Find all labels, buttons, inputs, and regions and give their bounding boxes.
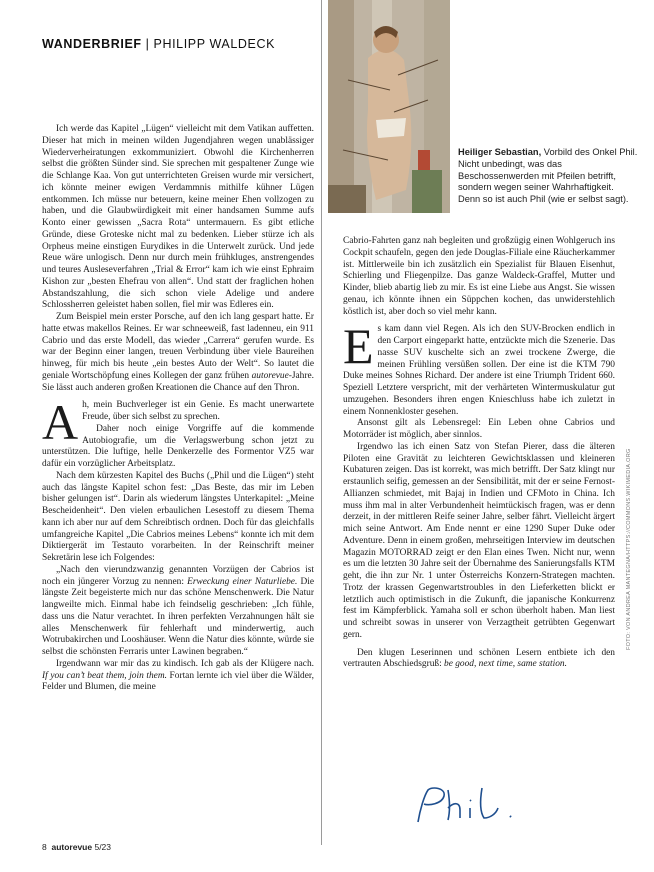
paragraph: Ansonst gilt als Lebensregel: Ein Leben ohne Cabrios und Motorräder ist möglich, aber sinnlos. (343, 418, 615, 440)
left-column (42, 124, 314, 694)
paragraph: Den klugen Leserinnen und schönen Lesern entbiete ich den vertrauten Abschiedsgruß: be good, next time, same station. (343, 647, 615, 670)
drop-cap: A (42, 394, 79, 451)
paragraph: Cabrio-Fahrten ganz nah begleiten und großzügig einen Wohlgeruch ins Cockpit schaufeln, gegen den jede Douglas-Filiale eine Räucherkammer ist. Mittlerweile bin ich zusätzlich ein Spezialist für Blauen Eisenhut, Schierling und Fliegenpilze. Das ganze Waldeck-Graffel, Mutter und Kinder, blieb abartig lieb zu mir. Es ist eine Liebe aus Angst. Sie wissen genau, ich könnte ihnen ein Süppchen kochen, das unwiderstehlich köstlich ist, aber doch so viel mehr kann. (343, 236, 615, 317)
drop-cap: E (343, 318, 374, 375)
paragraph: Irgendwann war mir das zu kindisch. Ich gab als der Klügere nach. If you can’t beat them, join them. Fortan lernte ich viel über die Wälder, Felder und Blumen, die meine (42, 658, 314, 693)
paragraph: Ich werde das Kapitel „Lügen“ vielleicht mit dem Vatikan auffetten. Dieser hat mich in meinen wilden Jugendjahren wegen unablässiger Wiederverheiratungen exkommuniziert. Obwohl die Kirchenherren selbst die größten Sünder sind. Sie sprechen mit gespaltener Zunge wie die Schlange Kaa. Von gut unterrichteten Greisen wurde mir versichert, ich könnte meiner ewigen Verdammnis mithilfe kühner Lügen entkommen. Ich müsse nur beteuern, keine meiner Ehen vollzogen zu haben, und die Glaubwürdigkeit mit einer handsamen Summe aufs Konto einer gewissen „Sacra Rota“ untermauern. Es gibt etliche Gründe, diese Groteske nicht mal zu bedenken. Lieber stürze ich als Orpheus meine einstigen Eurydikes in die Unterwelt zurück. Und jede Reue wäre unlogisch. Denn nur durch mein frühkluges, anstrengendes und teures Ausleseverfahren „Trial & Error“ kam ich wie einst Ephraim Kishon zur „besten Ehefrau von allen“. Und statt der fraglichen hohen Abstandszahlung, die sich schon viele Adelige und andere Schlossherren geleistet haben sollen, fiel mir was Edleres ein. (42, 124, 314, 311)
handwritten-signature (410, 784, 550, 833)
author-name: PHILIPP WALDECK (153, 37, 276, 51)
paragraph: „Nach den vierundzwanzig genannten Vorzügen der Cabrios ist noch ein jüngerer Vorzug zu nennen: Erweckung einer Naturliebe. Die längste Zeit begeisterte mich nur das schöne Menschenwerk. Die Natur langweilte mich. Einmal habe ich feindselig geschrieben: „Ich fühle, dass uns die Natur verachtet. In ihren perfekten Verzahnungen hält sie alles Menschenwerk für fehlerhaft und minderwertig, auch Wotrubakirchen und Looshäuser. Wenn die Natur dies könnte, würde sie selbst die schönsten Ferraris unter Lawinen begraben.“ (42, 564, 315, 657)
image-caption (458, 147, 638, 206)
paragraph: Nach dem kürzesten Kapitel des Buchs („Phil und die Lügen“) steht auch das längste Kapitel schon fest: „Das Beste, das mir im Leben bisher gelungen ist“. Darin als wiederum längstes Unterkapitel: „Meine Bescheidenheit“. Den vielen erbaulichen Lesestoff zu diesem Thema kann ich aber nur auf dem Schreibtisch ordnen. Doch für das gleichfalls umfangreiche Kapitel „Die Cabrios meines Lebens“ konnte ich mit dem Diktiergerät im Testauto vorarbeiten. In der Reinschrift meiner Sekretärin lese ich Folgendes: (42, 470, 314, 563)
page-footer (42, 842, 111, 852)
photo-credit: FOTO: VON ANDREA MANTEGNA/HTTPS://COMMONS.WIKIMEDIA.ORG (626, 448, 632, 650)
caption-title: Heiliger Sebastian, (458, 147, 542, 157)
issue-number: 5/23 (94, 842, 112, 852)
caption-text: Vorbild des Onkel Phil. Nicht unbedingt, was das Beschossenwerden mit Pfeilen betrifft, sondern wegen seiner Wahrhaftigkeit. Denn so ist auch Phil (wie er selbst sagt). (458, 147, 638, 205)
page-header: WANDERBRIEF | PHILIPP WALDECK (42, 37, 276, 51)
saint-sebastian-painting (328, 0, 450, 213)
right-column (343, 236, 615, 671)
page-number: 8 (42, 842, 47, 852)
paragraph: Daher noch einige Vorgriffe auf die kommende Autobiografie, um die Verlagswerbung schon jetzt zu unterstützen. Die luftige, helle Denkerzelle des Formentor VZ5 war dafür ein vorzüglicher Arbeitsplatz. (42, 423, 314, 469)
paragraph: Zum Beispiel mein erster Porsche, auf den ich lang gespart hatte. Er hatte etwas makellos Reines. Er war schneeweiß, fast ladenneu, ein 911 Cabrio und das erste Modell, das wieder „Carrera“ gerufen wurde. Es war der Beginn einer langen, treuen Verbindung über viele Baureihen hinweg, für mich bis heute „ein bestes Auto der Welt“. So lautet die geniale Wortschöpfung eines Kollegen der ganz frühen autorevue-Jahre. Sie lässt auch anderen großen Kreationen die Chance auf den Thron. (42, 312, 314, 393)
rubric: WANDERBRIEF (42, 37, 142, 51)
column-divider (321, 0, 322, 845)
paragraph-dropcap: Ah, mein Buchverleger ist ein Genie. Es macht unerwartete Freude, über sich selbst zu sprechen. (42, 394, 314, 451)
paragraph: Irgendwo las ich einen Satz von Stefan Pierer, dass die älteren Piloten eine Gravität zu leichteren Gewichtsklassen und kleineren Kubaturen zeigen. Das ist korrekt, was mich betrifft. Der Satz klingt nur erstaunlich seifig, gemessen an der Sensibilität, mit der er seine Fernost-Allianzen schmiedet, mit Bajaj in Indien und CFMoto in China. Ich muss ihm mal in alter Verbundenheit heimtückisch fragen, was er denn derzeit, in der mittleren Reife seiner Jahre, selber fährt. Vielleicht ärgert mich seine Antwort. Am Ende nennt er eine 1290 Super Duke oder Adventure. Denn in einem großen, mehrseitigen Interview im deutschen Magazin MOTORRAD zeigt er den Elan eines Twen. Nicht nur, wenn es um die letzten 30 Jahre seit der Übernahme des Sanierungsfalls KTM geht, die ihn zur Nr. 1 unter Österreichs Konzern-Strategen machten. Trotz der krassen Gegenwartstroubles in den Lieferketten blickt er letztlich auch optimistisch in die Zukunft, die japanische Konkurrenz fest im Kämpferblick. Yamaha soll er schon überholt haben. Man liest und schreibt sowas in unserer von Verzagtheit getrübten Gegenwart gern. (343, 441, 615, 640)
magazine-name: autorevue (51, 842, 93, 852)
paragraph-dropcap: Es kam dann viel Regen. Als ich den SUV-Brocken endlich in den Carport eingeparkt hatte, entzückte mich die Szenerie. Das nasse SUV kuschelte sich an zwei trockene Zwerge, die meinen Frühling versüßen sollen. Der eine ist die KTM 790 Duke meines Sohnes Richard. Der andere ist eine Triumph Trident 660. Speziell Letztere verspricht, mit der verhärteten Wintermuskulatur gut umzugehen. Besonders ihren engen Knieschluss habe ich zuletzt in einem Nonnenkloster gesehen. (343, 318, 615, 417)
